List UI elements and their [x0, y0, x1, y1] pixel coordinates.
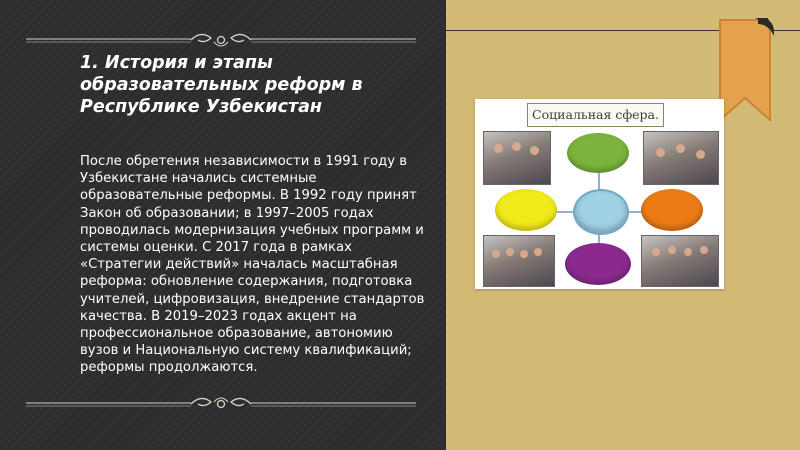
oval-purple: [565, 243, 631, 285]
ornament-divider-top-icon: [26, 30, 416, 52]
bookmark-ribbon-icon: [718, 18, 774, 122]
oval-green: [567, 133, 629, 173]
slide-title: 1. История и этапы образовательных реформ в Республике Узбекистан: [80, 53, 363, 117]
social-sphere-diagram-image: [475, 99, 724, 289]
oval-orange: [641, 189, 703, 231]
slide-body-text: После обретения независимости в 1991 году в Узбекистане начались системные образовательные реформы. В 1992 году принят Закон об образовании; в 1997–2005 годах проводилась модернизация учебных программ и системы оценки. С 2017 года в рамках «Стратегии действий» началась масштабная реформа: обновление содержания, подготовка учителей, цифровизация, внедрение стандартов качества. В 2019–2023 годах акцент на профессиональное образование, автономию вузов и Национальную систему квалификаций; реформы продолжаются.: [80, 154, 425, 376]
ornament-divider-bottom-icon: [26, 392, 416, 414]
diagram-title: Социальная сфера.: [527, 103, 664, 127]
photo-top-left: [483, 131, 551, 185]
photo-bottom-right: [641, 235, 719, 287]
photo-bottom-left: [483, 235, 555, 287]
oval-yellow: [495, 189, 557, 231]
photo-top-right: [643, 131, 719, 185]
oval-blue-center: [573, 189, 629, 235]
